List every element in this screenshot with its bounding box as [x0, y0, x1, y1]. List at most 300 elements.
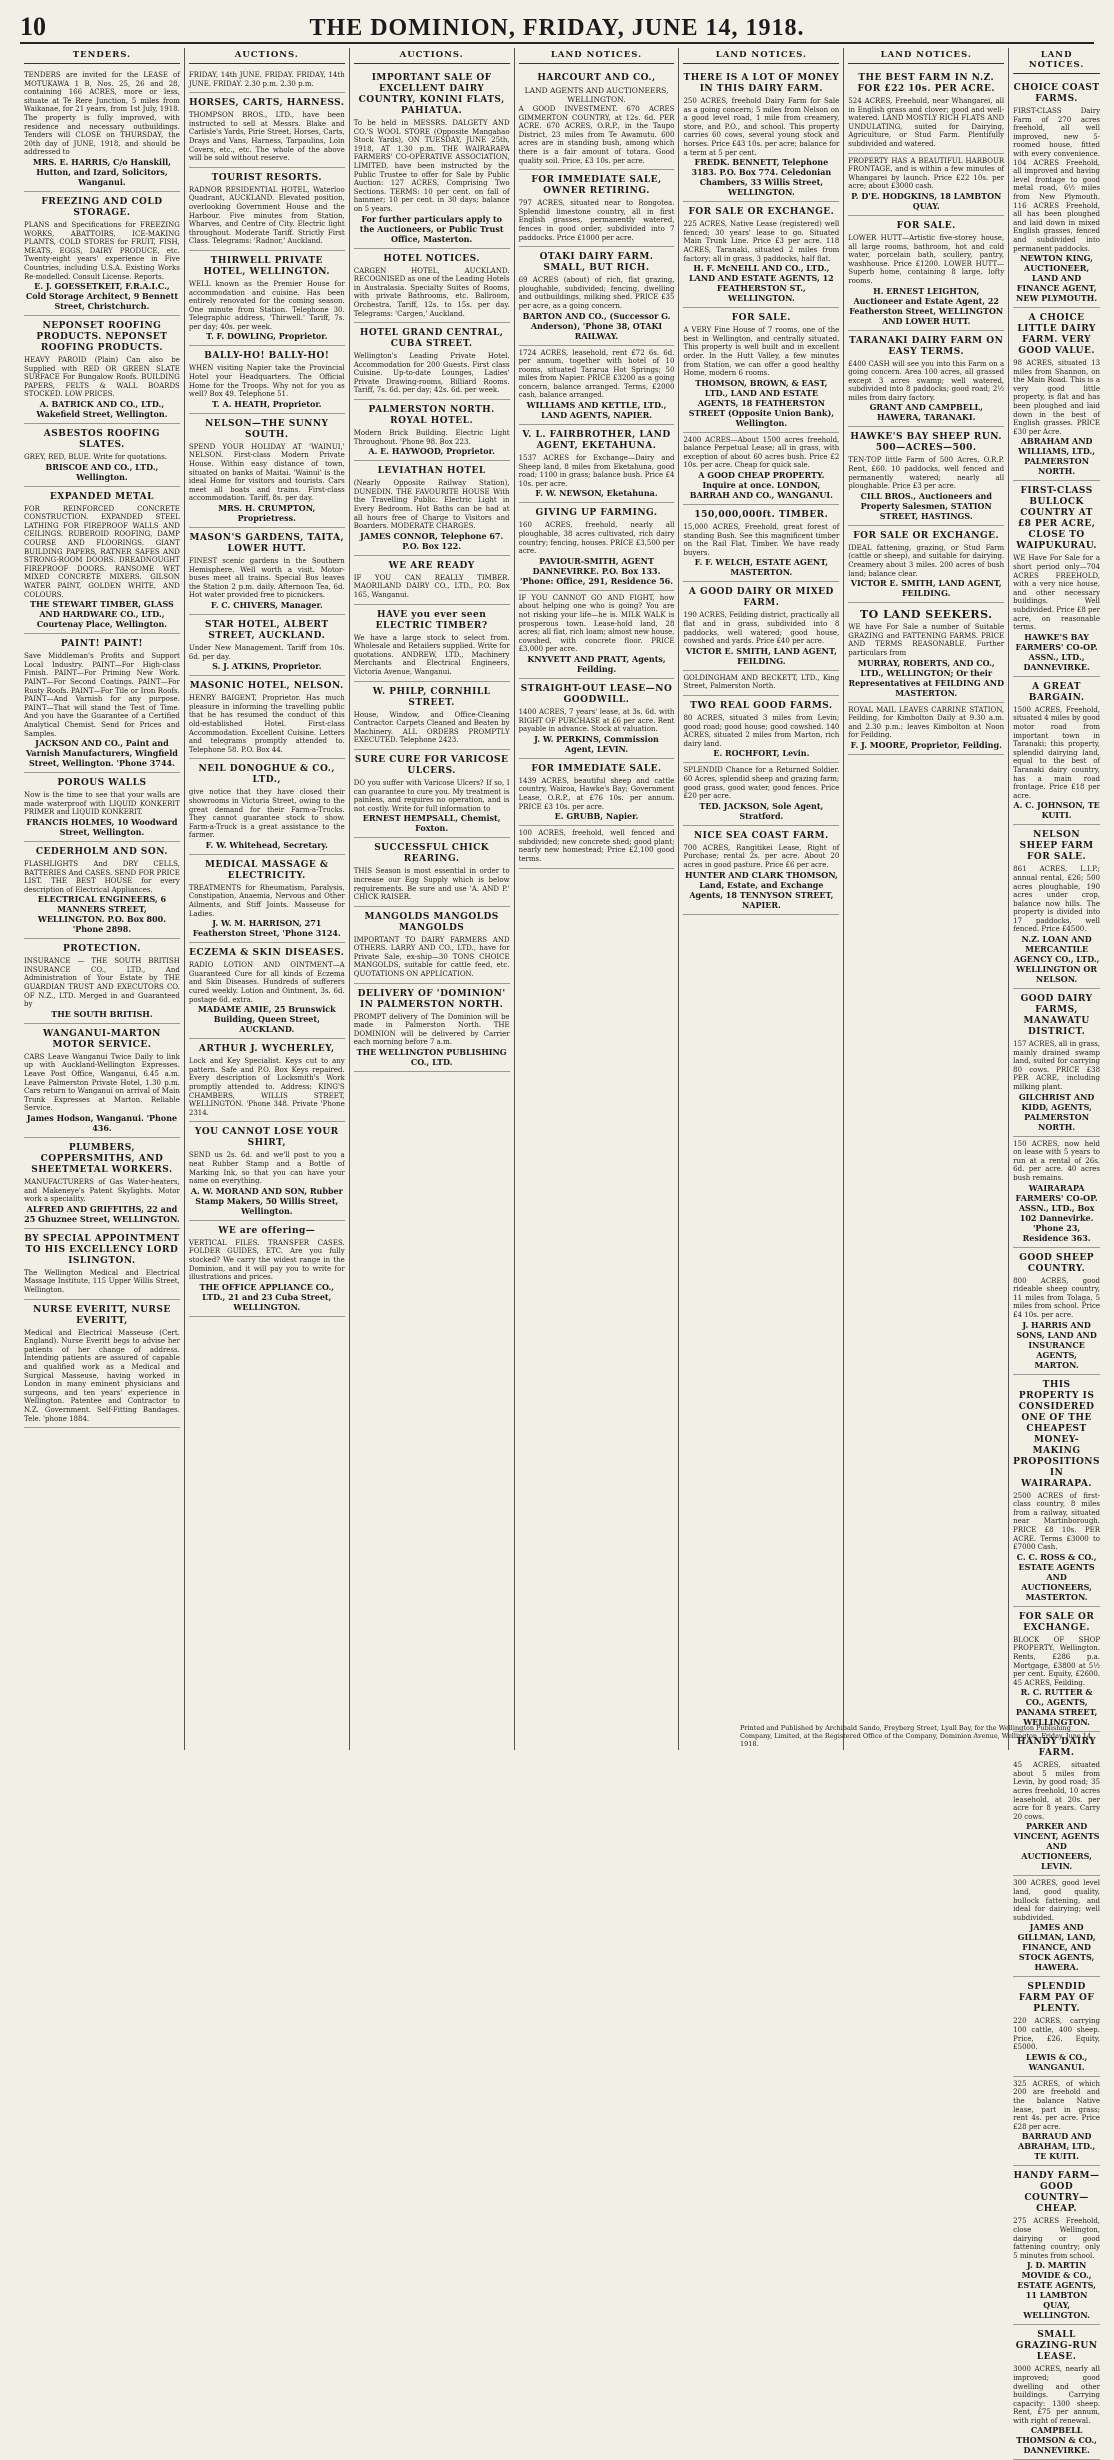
- ad-heading: HAWKE'S BAY SHEEP RUN. 500—ACRES—500.: [850, 432, 1003, 454]
- advertisement: [1013, 78, 1100, 308]
- advertisement: [189, 528, 345, 615]
- ad-body: 861 ACRES, L.I.P.; annual rental, £26; 500 acres ploughable, 190 acres under crop, balance now hills. The property is divided into 17 paddocks, well fenced. Price £4500.: [1013, 865, 1101, 934]
- ad-signature: F. W. Whitehead, Secretary.: [205, 839, 328, 850]
- ad-body: INSURANCE — THE SOUTH BRITISH INSURANCE CO., LTD., And Administration of Your Estate by THE GUARDIAN TRUST AND EXECUTORS CO. OF N.Z., LTD. Merged in and Guaranteed by: [24, 957, 180, 1009]
- ad-heading: ECZEMA & SKIN DISEASES.: [189, 948, 345, 959]
- ad-body: PLANS and Specifications for FREEZING WORKS, ABATTOIRS, ICE-MAKING PLANTS, COLD STORES for FRUIT, FISH, MEATS, EGGS, DAIRY PRODUCE, etc. Twenty-eight years' experience in Five Countries, including U.S.A. Existing Works Re-modelled. Consult License. Reports.: [24, 220, 180, 281]
- ad-body: THOMPSON BROS., LTD., have been instructed to sell at Messrs. Blake and Carlisle's Yards, Pirie Street, Horses, Carts, Drays and Vans, Harness, Tarpaulins, Loin Covers, etc., etc. The whole of the above will be sold without reserve.: [188, 111, 345, 163]
- column-6: [844, 48, 1009, 1750]
- page-number: 10: [20, 12, 46, 41]
- ad-signature: KNYVETT AND PRATT, Agents, Feilding.: [527, 653, 666, 674]
- advertisement: [1013, 1607, 1100, 1733]
- advertisement: [189, 168, 345, 251]
- ad-heading: STRAIGHT-OUT LEASE—NO GOODWILL.: [520, 683, 673, 705]
- ad-heading: HAVE you ever seen ELECTRIC TIMBER?: [375, 609, 488, 631]
- ad-body: WE have For Sale a number of Suitable GRAZING and FATTENING FARMS. PRICE AND TERMS REASONABLE. Further particulars from: [848, 623, 1005, 657]
- advertisement: [1013, 481, 1100, 676]
- ad-body: IMPORTANT TO DAIRY FARMERS AND OTHERS. LARRY AND CO., LTD., have for Private Sale, ex-ship—30 TONS CHOICE MANGOLDS, suitable for cattle feed, etc. QUOTATIONS ON APPLICATION.: [353, 935, 510, 979]
- advertisement: [519, 425, 675, 503]
- ad-heading: PLUMBERS, COPPERSMITHS, AND SHEETMETAL WORKERS.: [31, 1143, 173, 1175]
- ad-heading: GIVING UP FARMING.: [535, 508, 658, 519]
- advertisement: [1013, 2077, 1100, 2167]
- ad-heading: GOOD SHEEP COUNTRY.: [1019, 1252, 1094, 1274]
- ad-signature: N.Z. LOAN AND MERCANTILE AGENCY CO., LTD., WELLINGTON OR NELSON.: [1013, 934, 1100, 985]
- ad-signature: CILL BROS., Auctioneers and Property Salesmen, STATION STREET, HASTINGS.: [860, 490, 992, 521]
- ad-heading: NICE SEA COAST FARM.: [693, 830, 829, 841]
- ad-body: 190 ACRES, Feilding district, practically all flat and in grass, subdivided into 8 paddocks, well watered; good house, cowshed and yards. Price £40 per acre.: [683, 611, 840, 646]
- ad-subheading: LAND AGENTS AND AUCTIONEERS, WELLINGTON.: [524, 86, 669, 104]
- ad-heading: OTAKI DAIRY FARM. SMALL, BUT RICH.: [539, 252, 654, 274]
- ad-signature: R. C. RUTTER & CO., AGENTS, PANAMA STREET, WELLINGTON.: [1015, 1687, 1098, 1728]
- advertisement: [24, 192, 180, 316]
- ad-signature: LEWIS & CO., WANGANUI.: [1025, 2051, 1088, 2072]
- advertisement: [848, 526, 1004, 603]
- advertisement: [189, 68, 345, 93]
- ad-body: HEAVY PAROID (Plain) Can also be Supplied with RED OR GREEN SLATE SURFACE For Bungalow Roofs. BUILDING PAPERS, FELTS & WALL BOARDS STOCKED. LOW PRICES.: [24, 356, 180, 399]
- advertisement: [683, 763, 839, 825]
- advertisement: [519, 503, 675, 590]
- ad-heading: WE ARE READY: [388, 560, 475, 571]
- ad-body: 2500 ACRES of first-class country, 8 miles from a railway, situated near Martinborough. PRICE £8 10s. PER ACRE. Terms £3000 to £7000 Cash.: [1013, 1491, 1101, 1552]
- advertisement: [189, 414, 345, 528]
- ad-signature: T. F. DOWLING, Proprietor.: [206, 331, 328, 342]
- ad-signature: GILCHRIST AND KIDD, AGENTS, PALMERSTON NORTH.: [1018, 1091, 1095, 1132]
- ad-signature: MRS. H. CRUMPTON, Proprietress.: [218, 503, 316, 523]
- ad-body: GREY, RED, BLUE. Write for quotations.: [24, 453, 168, 462]
- ad-body: 1500 ACRES, Freehold, situated 4 miles by good motor road from important town in Taranaki; this property, splendid dairying land, equal to the best of Taranaki dairy country, has a main road frontage. Price £18 per acre.: [1013, 705, 1101, 800]
- advertisement: [24, 1229, 180, 1300]
- ad-signature: E. ROCHFORT, Levin.: [713, 748, 810, 759]
- ad-heading: BALLY-HO! BALLY-HO!: [204, 351, 330, 362]
- ad-body: TENDERS are invited for the LEASE of MOTUKAWA 1 B, Nos. 25, 26 and 28, containing 166 ACRES, more or less, situate at Te Rere Junction, 5 miles from Waikanae, for 21 years, from 1st July, 1918. The property is fully improved, with residence and necessary outbuildings. Tenders will CLOSE on THURSDAY, the 20th day of JUNE, 1918, and should be addressed to: [24, 71, 180, 157]
- column-header: LAND NOTICES.: [683, 48, 839, 64]
- ad-heading: CHOICE COAST FARMS.: [1013, 83, 1100, 104]
- advertisement: [848, 216, 1004, 331]
- ad-signature: VICTOR E. SMITH, LAND AGENT, FEILDING.: [685, 645, 837, 666]
- advertisement: [683, 433, 839, 505]
- ad-body: Save Middleman's Profits and Support Local Industry. PAINT—For High-class Finish. PAINT—For Priming New Work. PAINT—For Second Coatings. PAINT—For Rusty Roofs. PAINT—For Tile or Iron Roofs. PAINT—And Varnish for any purpose. PAINT—That will stand the Test of Time. And you have the Guarantee of a Certified Analytical Chemist. Send for Prices and Samples.: [24, 652, 180, 738]
- advertisement: [24, 316, 180, 424]
- ad-body: DO you suffer with Varicose Ulcers? If so, I can guarantee to cure you. My treatment is painless, and requires no operation, and is not costly. Write for full information to: [353, 778, 510, 813]
- ad-signature: A GOOD CHEAP PROPERTY. Inquire at once. LONDON, BARRAH AND CO., WANGANUI.: [689, 470, 833, 501]
- ad-heading: THIS PROPERTY IS CONSIDERED ONE OF THE CHEAPEST MONEY-MAKING PROPOSITIONS IN WAIRARAPA.: [1013, 1379, 1101, 1489]
- ad-heading: CEDERHOLM AND SON.: [35, 846, 169, 857]
- ad-signature: S. J. ATKINS, Proprietor.: [212, 661, 322, 672]
- ad-heading: SURE CURE FOR VARICOSE ULCERS.: [354, 754, 509, 776]
- ad-signature: JAMES CONNOR, Telephone 67. P.O. Box 122.: [360, 530, 504, 551]
- ad-body: VERTICAL FILES. TRANSFER CASES. FOLDER GUIDES, ETC. Are you fully stocked? We carry the widest range in the Dominion, and it will pay you to write for illustrations and prices.: [188, 1238, 345, 1282]
- advertisement: [683, 308, 839, 433]
- ad-body: 220 ACRES, carrying 100 cattle, 400 sheep. Price, £26. Equity, £5000.: [1013, 2017, 1101, 2052]
- advertisement: [354, 400, 510, 461]
- advertisement: [683, 582, 839, 670]
- advertisement: [848, 703, 1004, 755]
- ad-body: 1724 ACRES, leasehold, rent £72 6s. 6d. per annum, together with hotel of 10 rooms, situated Tararua Hot Springs; 50 miles from Napier. PRICE £3200 as a going concern, balance arranged. Terms, £2000 cash, balance arranged.: [518, 348, 675, 400]
- ad-heading: SUCCESSFUL CHICK REARING.: [374, 843, 490, 865]
- ad-heading: A GREAT BARGAIN.: [1028, 681, 1085, 703]
- advertisement: [848, 427, 1004, 525]
- ad-heading: FIRST-CLASS BULLOCK COUNTRY AT £8 PER ACRE, CLOSE TO WAIPUKURAU.: [1016, 486, 1097, 552]
- ad-body: 325 ACRES, of which 200 are freehold and the balance Native lease, part in grass; rent 4s. per acre. Price £28 per acre.: [1013, 2079, 1101, 2131]
- ad-heading: SMALL GRAZING-RUN LEASE.: [1015, 2330, 1098, 2363]
- ad-heading: POROUS WALLS: [57, 778, 147, 789]
- imprint-footer: Printed and Published by Archibald Sando, Freyberg Street, Lyall Bay, for the Wellington Publishing Company, Limited, at the Registered Office of the Company, Dominion Avenue, Wellington, Friday, June 14, 1918.: [740, 1724, 1094, 1748]
- ad-signature: F. J. MOORE, Proprietor, Feilding.: [850, 739, 1002, 750]
- ad-body: FINEST scenic gardens in the Southern Hemisphere. Well worth a visit. Motor-buses meet all trains. Special Bus leaves the Station 2 p.m. daily. Afternoon Tea, 6d. Hot water provided free to picnickers.: [188, 557, 345, 600]
- ad-body: Wellington's Leading Private Hotel. Accommodation for 200 Guests. First class Cuisine. Up-to-date Lounges, Ladies' Private Drawing-rooms, Billiard Rooms. Tariff, 7s. 6d. per day; 42s. 6d. per week.: [353, 352, 510, 395]
- advertisement: [354, 984, 510, 1072]
- ad-signature: James Hodson, Wanganui. 'Phone 436.: [26, 1113, 178, 1133]
- advertisement: [24, 842, 180, 939]
- ad-body: 150 ACRES, now held on lease with 5 years to run at a rental of 26s. 6d. per acre. 40 acres bush remains.: [1013, 1139, 1101, 1182]
- ad-signature: VICTOR E. SMITH, LAND AGENT, FEILDING.: [850, 578, 1002, 599]
- advertisement: [1013, 1876, 1100, 1977]
- ad-signature: For further particulars apply to the Auctioneers, or Public Trust Office, Masterton.: [359, 213, 504, 244]
- ad-body: TREATMENTS for Rheumatism, Paralysis, Constipation, Anaemia, Nervous and Other Ailments, and Stiff Joints. Masseuse for Ladies.: [188, 883, 345, 918]
- ad-signature: NEWTON KING, AUCTIONEER, LAND AND FINANCE AGENT, NEW PLYMOUTH.: [1016, 253, 1098, 304]
- advertisement: [1013, 1977, 1100, 2076]
- ad-signature: TED. JACKSON, Sole Agent, Stratford.: [699, 800, 824, 821]
- column-2: [185, 48, 350, 1750]
- ad-signature: ALFRED AND GRIFFITHS, 22 and 25 Ghuznee Street, WELLINGTON.: [24, 1203, 180, 1224]
- ad-body: House, Window, and Office-Cleaning Contractor. Carpets Cleaned and Beaten by Machinery. ALL ORDERS PROMPTLY EXECUTED. Telephone 2423.: [353, 710, 510, 745]
- ad-heading: ARTHUR J. WYCHERLEY,: [198, 1044, 335, 1055]
- ad-body: The Wellington Medical and Electrical Massage Institute, 115 Upper Willis Street, Wellington.: [24, 1268, 180, 1294]
- advertisement: [1013, 989, 1100, 1137]
- ad-heading: THERE IS A LOT OF MONEY IN THIS DAIRY FARM.: [683, 73, 840, 94]
- ad-heading: HOTEL GRAND CENTRAL, CUBA STREET.: [359, 328, 504, 350]
- ad-body: CARS Leave Wanganui Twice Daily to link up with Auckland-Wellington Expresses. Leave Post Office, Wanganui, 6.45 a.m. Leave Palmerston Private Hotel, 1.30 p.m. Cars return to Wanganui on arrival of Main Trunk Expresses at Marton. Reliable Service.: [24, 1052, 180, 1113]
- ad-body: 80 ACRES, situated 3 miles from Levin; good road; good house; good cowshed. 140 ACRES, situated 2 miles from Marton, rich dairy land.: [683, 714, 840, 748]
- ad-body: WELL known as the Premier House for accommodation and cuisine. Has been entirely renovated for the coming season. One minute from Station. Telephone 30. Telegraphic address, 'Thirwell.' Tariff, 7s. per day; 40s. per week.: [188, 279, 345, 331]
- ad-heading: NEIL DONOGHUE & CO., LTD.,: [198, 764, 336, 786]
- column-3: [350, 48, 515, 1750]
- ad-signature: THE SOUTH BRITISH.: [51, 1008, 153, 1019]
- ad-heading: FOR SALE OR EXCHANGE.: [688, 207, 835, 218]
- advertisement: [189, 346, 345, 413]
- ad-signature: F. W. NEWSON, Eketahuna.: [535, 488, 658, 499]
- ad-heading: FOR IMMEDIATE SALE, OWNER RETIRING.: [531, 175, 662, 197]
- ad-signature: J. D. MARTIN MOVIDE & CO., ESTATE AGENTS, 11 LAMBTON QUAY, WELLINGTON.: [1017, 2260, 1096, 2321]
- advertisement: [519, 759, 675, 826]
- ad-heading: MEDICAL MASSAGE & ELECTRICITY.: [205, 859, 329, 881]
- advertisement: [354, 682, 510, 750]
- ad-body: FIRST-CLASS Dairy Farm of 270 acres freehold, all well improved, new 5-roomed house, fitted with every convenience. 104 ACRES Freehold, all improved and having level frontage to good metal road, 6½ miles from New Plymouth. 116 ACRES Freehold, all has been ploughed and laid down in mixed English grasses, fenced and subdivided into permanent paddocks.: [1013, 107, 1101, 253]
- ad-body: FRIDAY, 14th JUNE. FRIDAY. FRIDAY, 14th JUNE. FRIDAY. 2.30 p.m. 2.30 p.m.: [188, 71, 345, 88]
- ad-body: To be held in MESSRS. DALGETY AND CO.'S WOOL STORE (Opposite Mangahao Stock Yards), ON TUESDAY, JUNE 25th, 1918, AT 1.30 p.m. THE WAIRARAPA FARMERS' CO-OPERATIVE ASSOCIATION, LIMITED, have been instructed by the Public Trustee to offer for Sale by Public Auction: 127 ACRES, Comprising Two Sections. TERMS: 10 per cent. on fall of hammer; 10 per cent. in 30 days; balance on 5 years.: [353, 119, 510, 213]
- ad-signature: FRANCIS HOLMES, 10 Woodward Street, Wellington.: [26, 816, 178, 837]
- advertisement: [354, 249, 510, 324]
- ad-signature: WAIRARAPA FARMERS' CO-OP. ASSN., LTD., Box 102 Dannevirke. 'Phone 23, Residence 363.: [1015, 1182, 1098, 1243]
- ad-body: A GOOD INVESTMENT. 670 ACRES GIMMERTON COUNTRY, at 12s. 6d. PER ACRE. 670 ACRES, O.R.P., in the Taupo District, 23 miles from Te Awamutu. 600 acres are in standing bush, among which there is a fair amount of totara. Good quality soil. Price, £3 10s. per acre.: [518, 105, 675, 165]
- advertisement: [683, 505, 839, 582]
- ad-heading: WANGANUI-MARTON MOTOR SERVICE.: [42, 1028, 161, 1050]
- advertisement: [24, 487, 180, 635]
- ad-body: 1439 ACRES, beautiful sheep and cattle country, Wairoa, Hawke's Bay; Government Lease, O.R.P., at £76 10s. per annum. PRICE £3 10s. per acre.: [518, 776, 675, 811]
- column-header: LAND NOTICES.: [848, 48, 1004, 64]
- column-header: LAND NOTICES.: [519, 48, 675, 64]
- ad-signature: THE WELLINGTON PUBLISHING CO., LTD.: [356, 1047, 507, 1068]
- advertisement: [189, 251, 345, 347]
- ad-signature: A. BATRICK AND CO., LTD., Wakefield Street, Wellington.: [36, 399, 168, 420]
- ad-body: SPLENDID Chance for a Returned Soldier. 60 Acres, splendid sheep and grazing farm; good grass, good water, good fences. Price £20 per acre.: [683, 766, 840, 801]
- ad-signature: J. W. M. HARRISON, 271 Featherston Street, 'Phone 3124.: [192, 918, 341, 939]
- ad-signature: T. A. HEATH, Proprietor.: [212, 398, 322, 409]
- advertisement: [1013, 2325, 1100, 2460]
- ad-heading: FOR SALE OR EXCHANGE.: [853, 530, 1000, 541]
- ad-body: TEN-TOP little Farm of 500 Acres, O.R.P. Rent, £60. 10 paddocks, well fenced and permanently watered; nearly all ploughable. Price £3 per acre.: [848, 456, 1005, 491]
- ad-body: 250 ACRES, freehold Dairy Farm for Sale as a going concern; 5 miles from Nelson on a good level road, 1 mile from creamery, store, and P.O., and school. This property carries 60 cows, several young stock and horses. Price £43 10s. per acre; balance for a term at 5 per cent.: [683, 97, 840, 157]
- ad-heading: HORSES, CARTS, HARNESS.: [189, 98, 345, 109]
- column-header: AUCTIONS.: [354, 48, 510, 64]
- ad-body: WHEN visiting Napier take the Provincial Hotel your Headquarters. The Official Home for the Troops. Why not for you as well? Box 49. Telephone 51.: [188, 364, 345, 399]
- ad-heading: TWO REAL GOOD FARMS.: [690, 701, 833, 711]
- ad-body: Under New Management. Tariff from 10s. 6d. per day.: [188, 643, 345, 661]
- ad-heading: W. PHILP, CORNHILL STREET.: [372, 686, 491, 708]
- ad-body: 800 ACRES, good rideable sheep country, 11 miles from Tolaga, 5 miles from school. Price £4 10s. per acre.: [1013, 1276, 1101, 1319]
- advertisement: [354, 907, 510, 984]
- advertisement: [1013, 308, 1100, 481]
- column-header: LAND NOTICES.: [1013, 48, 1100, 74]
- column-container: [20, 48, 1104, 2456]
- advertisement: [189, 93, 345, 168]
- ad-body: 2400 ACRES—About 1500 acres freehold, balance Perpetual Lease; all in grass, with exception of about 60 acres bush. Price £2 10s. per acre. Cheap for quick sale.: [683, 435, 840, 470]
- ad-body: RADIO LOTION AND OINTMENT—A Guaranteed Cure for all kinds of Eczema and Skin Diseases. Hundreds of sufferers cured weekly. Lotion and Ointment, 3s. 6d. postage 6d. extra.: [188, 961, 345, 1004]
- ad-body: IF YOU CANNOT GO AND FIGHT, how about helping one who is going? You are not risking your life—he is. MILK WALK is prosperous town. Lease-hold land, 28 acres; all flat, rich loam; almost new house, cowshed, with concrete floor. PRICE £3,000 per acre.: [518, 593, 675, 654]
- ad-signature: MRS. E. HARRIS, C/o Hanskill, Hutton, and Izard, Solicitors, Wanganui.: [32, 156, 171, 187]
- ad-heading: TARANAKI DAIRY FARM ON EASY TERMS.: [849, 335, 1004, 357]
- ad-signature: PAVIOUR-SMITH, AGENT DANNEVIRKE. P.O. Box 133. 'Phone: Office, 291, Residence 56.: [519, 555, 674, 586]
- ad-body: MANUFACTURERS of Gas Water-heaters, and Makeneye's Patent Skylights. Motor work a speciality.: [24, 1178, 180, 1204]
- advertisement: [24, 939, 180, 1024]
- ad-heading: NELSON SHEEP FARM FOR SALE.: [1019, 830, 1094, 863]
- advertisement: [354, 461, 510, 556]
- advertisement: [354, 556, 510, 605]
- ad-body: A VERY Fine House of 7 rooms, one of the best in Wellington, and centrally situated. This property is well built and in excellent order. In the Hutt Valley, a few minutes from Station, we can offer a good healthy Home, modern 6 rooms.: [683, 326, 840, 378]
- ad-heading: THIRWELL PRIVATE HOTEL, WELLINGTON.: [203, 255, 331, 277]
- column-1: [20, 48, 185, 1750]
- ad-heading: HOTEL NOTICES.: [383, 253, 480, 264]
- column-4: [515, 48, 680, 1750]
- ad-heading: STAR HOTEL, ALBERT STREET, AUCKLAND.: [204, 619, 329, 641]
- ad-heading: EXPANDED METAL: [49, 491, 154, 502]
- ad-body: 100 ACRES, freehold, well fenced and subdivided; new concrete shed; good plant; nearly new homestead; Price £2,100 good terms.: [518, 829, 675, 863]
- advertisement: [189, 1039, 345, 1122]
- ad-heading: MASON'S GARDENS, TAITA, LOWER HUTT.: [189, 533, 345, 554]
- ad-body: Medical and Electrical Masseuse (Cert. England). Nurse Everitt begs to advise her patients of her change of address. Intending patients are assured of capable and qualified work as a Medical and Surgical Masseuse, having worked in London in many eminent physicians and surgeons, and ten years' experience in Wellington. Patentee and Contractor to N.Z. Government. Self-Fitting Bandages. Tele. 'phone 1884.: [24, 1328, 180, 1423]
- ad-heading: V. L. FAIRBROTHER, LAND AGENT, EKETAHUNA.: [522, 430, 671, 452]
- ad-signature: F. F. WELCH, ESTATE AGENT, MASTERTON.: [694, 557, 829, 578]
- ad-heading: FREEZING AND COLD STORAGE.: [41, 196, 163, 218]
- ad-body: WE Have For Sale for a short period only—704 ACRES FREEHOLD, with a very nice house, and other necessary buildings. Well subdivided. Price £8 per acre, on reasonable terms.: [1013, 554, 1101, 632]
- ad-body: 15,000 ACRES, Freehold, great forest of standing Bush. See this magnificent timber on the Rail Flat, Timber. We have ready buyers.: [683, 523, 840, 557]
- ad-heading: 150,000,000ft. TIMBER.: [694, 510, 829, 521]
- advertisement: [354, 605, 510, 682]
- ad-signature: CAMPBELL THOMSON & CO., DANNEVIRKE.: [1016, 2425, 1097, 2456]
- ad-signature: ABRAHAM AND WILLIAMS, LTD., PALMERSTON NORTH.: [1018, 436, 1096, 477]
- advertisement: [519, 591, 675, 679]
- ad-body: 45 ACRES, situated about 5 miles from Levin, by good road; 35 acres freehold, 10 acres leasehold, at 20s. per acre for 8 years. Carry 20 cows.: [1013, 1761, 1101, 1821]
- ad-signature: P. D'E. HODGKINS, 18 LAMBTON QUAY.: [851, 190, 1002, 211]
- ad-body: ROYAL MAIL LEAVES CARRINE STATION, Feilding, for Kimbolton Daily at 9.30 a.m. and 2.30 p.m.; leaves Kimbolton at Noon for Feilding.: [848, 705, 1005, 740]
- ad-signature: J. HARRIS AND SONS, LAND AND INSURANCE AGENTS, MARTON.: [1016, 1319, 1097, 1370]
- ad-body: CARGEN HOTEL, AUCKLAND. RECOGNISED as one of the Leading Hotels in Australasia. Specialty Suites of Rooms, with private Bathrooms, etc. Ballroom, Orchestra. Tariff, 12s. to 15s. per day. Telegrams: 'Cargen,' Auckland.: [353, 266, 510, 318]
- ad-heading: DELIVERY OF 'DOMINION' IN PALMERSTON NORTH.: [357, 988, 506, 1010]
- ad-heading: MASONIC HOTEL, NELSON.: [189, 681, 344, 692]
- advertisement: [189, 943, 345, 1039]
- advertisement: [24, 634, 180, 773]
- ad-signature: MURRAY, ROBERTS, AND CO., LTD., WELLINGTON; Or their Representatives at FEILDING AND MASTERTON.: [848, 657, 1004, 698]
- ad-heading: LEVIATHAN HOTEL: [377, 466, 486, 477]
- ad-signature: BRISCOE AND CO., LTD., Wellington.: [45, 461, 159, 482]
- advertisement: [189, 759, 345, 855]
- ad-heading: FOR SALE.: [896, 220, 956, 231]
- ad-heading: ASBESTOS ROOFING SLATES.: [43, 429, 161, 451]
- advertisement: [683, 671, 839, 696]
- ad-body: Now is the time to see that your walls are made waterproof with LIQUID KONKERIT PRIMER and LIQUID KONKERIT.: [24, 791, 180, 817]
- ad-signature: WILLIAMS AND KETTLE, LTD., LAND AGENTS, NAPIER.: [526, 400, 667, 421]
- ad-body: 524 ACRES, Freehold, near Whangarei, all in English grass and clover; good and well-watered. LAND MOSTLY RICH FLATS AND UNDULATING, suited for Dairying, Agriculture, or Stud Farm. Plentifully subdivided and watered.: [848, 97, 1005, 148]
- ad-heading: PALMERSTON NORTH. ROYAL HOTEL.: [368, 405, 495, 427]
- ad-heading: BY SPECIAL APPOINTMENT TO HIS EXCELLENCY LORD ISLINGTON.: [24, 1233, 180, 1266]
- ad-heading: TOURIST RESORTS.: [211, 172, 322, 183]
- ad-body: IDEAL fattening, grazing, or Stud Farm (cattle or sheep), and suitable for dairying. Creamery about 3 miles. 200 acres of bush land; balance clear.: [848, 543, 1005, 578]
- ad-signature: E. J. GOESSETKEIT, F.R.A.I.C., Cold Storage Architect, 9 Bennett Street, Christchurch.: [25, 281, 179, 312]
- advertisement: [519, 346, 675, 426]
- column-7: [1009, 48, 1104, 2456]
- advertisement: [354, 68, 510, 249]
- ad-body: RADNOR RESIDENTIAL HOTEL, Waterloo Quadrant, AUCKLAND. Elevated position, overlooking Government House and the Harbour. Five minutes from Station, Wharves, and Centre of City. Electric light throughout. Moderate Tariff. Strictly First Class. Telegrams: 'Radnor,' Auckland.: [188, 185, 345, 246]
- advertisement: [848, 68, 1004, 154]
- ad-heading: YOU CANNOT LOSE YOUR SHIRT,: [194, 1127, 339, 1149]
- advertisement: [848, 331, 1004, 428]
- ad-body: 225 ACRES, Native Lease (registered) well fenced; 30 years' lease to go. Situated Main Trunk Line. Price £3 per acre. 118 ACRES, Taranaki, situated 2 miles from factory; all in grass, 3 paddocks, half flat.: [683, 220, 840, 263]
- ad-heading: A GOOD DAIRY OR MIXED FARM.: [688, 587, 834, 609]
- ad-body: Modern Brick Building. Electric Light Throughout. 'Phone 98. Box 223.: [353, 429, 510, 446]
- advertisement: [1013, 677, 1100, 826]
- advertisement: [519, 826, 675, 868]
- ad-signature: MADAME AMIE, 25 Brunswick Building, Queen Street, AUCKLAND.: [197, 1004, 336, 1035]
- advertisement: [24, 424, 180, 487]
- advertisement: [683, 202, 839, 308]
- ad-body: 69 ACRES (about) of rich, flat grazing, ploughable, subdivided; fencing, dwelling and outbuildings, milking shed. PRICE £35 per acre, as a going concern.: [518, 276, 675, 310]
- advertisement: [1013, 1732, 1100, 1876]
- ad-signature: PARKER AND VINCENT, AGENTS AND AUCTIONEERS, LEVIN.: [1013, 1821, 1100, 1872]
- ad-signature: C. C. ROSS & CO., ESTATE AGENTS AND AUCTIONEERS, MASTERTON.: [1016, 1551, 1097, 1602]
- ad-body: 275 ACRES Freehold, close Wellington, dairying or good fattening country; only 5 minutes from school.: [1013, 2217, 1101, 2260]
- ad-signature: A. E. HAYWOOD, Proprietor.: [368, 446, 495, 457]
- ad-body: FOR REINFORCED CONCRETE CONSTRUCTION. EXPANDED STEEL LATHING FOR FIREPROOF WALLS AND CEILINGS. RUBEROID ROOFING, DAMP COURSE AND FLOORINGS. GIANT BUILDING PAPERS, RATNER SAFES AND STRONG-ROOM DOORS. DREADNOUGHT FIREPROOF DOORS. RANSOME WET MIXED CONCRETE MIXERS. GILSON WATER PAINT, GOLDEN WHITE, AND COLOURS.: [24, 504, 180, 599]
- ad-heading: FOR SALE OR EXCHANGE.: [1018, 1611, 1095, 1633]
- ad-body: 700 ACRES, Rangitikei Lease, Right of Purchase; rental 2s. per acre. About 20 acres in good pasture. Price £6 per acre.: [683, 843, 840, 869]
- ad-body: FLASHLIGHTS And DRY CELLS, BATTERIES And CASES. SEND FOR PRICE LIST. THE BEST HOUSE for every description of Electrical Appliances.: [24, 859, 180, 894]
- column-header: AUCTIONS.: [189, 48, 345, 64]
- ad-heading: HARCOURT AND CO.,: [537, 73, 656, 83]
- advertisement: [1013, 825, 1100, 989]
- advertisement: [1013, 1248, 1100, 1375]
- ad-heading: HANDY DAIRY FARM.: [1016, 1737, 1097, 1759]
- ad-signature: J. W. PERKINS, Commission Agent, LEVIN.: [534, 733, 659, 754]
- ad-signature: THOMSON, BROWN, & EAST, LTD., LAND AND ESTATE AGENTS, 18 FEATHERSTON STREET (Opposite Union Bank), Wellington.: [688, 377, 835, 428]
- ad-signature: JAMES AND GILLMAN, LAND, FINANCE, AND STOCK AGENTS, HAWERA.: [1017, 1922, 1096, 1973]
- advertisement: [1013, 2166, 1100, 2325]
- ad-signature: H. F. McNEILL AND CO., LTD., LAND AND ESTATE AGENTS, 12 FEATHERSTON ST., WELLINGTON.: [689, 263, 834, 304]
- ad-heading: HANDY FARM—GOOD COUNTRY—CHEAP.: [1013, 2171, 1100, 2215]
- advertisement: [519, 679, 675, 759]
- ad-heading: GOOD DAIRY FARMS, MANAWATU DISTRICT.: [1020, 994, 1093, 1038]
- advertisement: [519, 68, 675, 170]
- ad-signature: BARRAUD AND ABRAHAM, LTD., TE KUITI.: [1018, 2131, 1096, 2162]
- advertisement: [1013, 1137, 1100, 1248]
- newspaper-title: THE DOMINION, FRIDAY, JUNE 14, 1918.: [309, 15, 805, 41]
- ad-body: 160 ACRES, freehold, nearly all ploughable, 38 acres cultivated, rich dairy country; fencing, houses. PRICE £3,500 per acre.: [518, 521, 675, 556]
- ad-heading: A CHOICE LITTLE DAIRY FARM. VERY GOOD VALUE.: [1017, 313, 1096, 357]
- advertisement: [24, 1138, 180, 1229]
- advertisement: [683, 826, 839, 915]
- advertisement: [24, 1300, 180, 1429]
- advertisement: [1013, 1375, 1100, 1607]
- ad-body: IF YOU CAN REALLY TIMBER. MAORILAND DAIRY CO., LTD., P.O. Box 165, Wanganui.: [353, 573, 510, 599]
- ad-signature: ELECTRICAL ENGINEERS, 6 MANNERS STREET, WELLINGTON. P.O. Box 800. 'Phone 2898.: [37, 894, 167, 935]
- advertisement: [189, 676, 345, 759]
- ad-heading: PAINT! PAINT!: [60, 639, 143, 650]
- ad-heading: NELSON—THE SUNNY SOUTH.: [205, 418, 329, 440]
- ad-heading: NEPONSET ROOFING PRODUCTS. NEPONSET ROOFING PRODUCTS.: [36, 321, 168, 354]
- ad-body: HENRY BAIGENT, Proprietor. Has much pleasure in informing the travelling public that he has resumed the conduct of this old-established Hotel. First-class Accommodation. Excellent Cuisine. Letters and telegrams promptly attended to. Telephone 58. P.O. Box 44.: [188, 694, 345, 754]
- advertisement: [848, 603, 1004, 702]
- ad-signature: THE STEWART TIMBER, GLASS AND HARDWARE CO., LTD., Courtenay Place, Wellington.: [30, 599, 174, 630]
- advertisement: [848, 154, 1004, 216]
- ad-body: 3000 ACRES, nearly all improved; good dwelling and other buildings. Carrying capacity: 1300 sheep. Rent, £75 per annum, with right of renewal.: [1013, 2365, 1101, 2425]
- ad-body: GOLDINGHAM AND BECKETT, LTD., King Street, Palmerston North.: [683, 673, 840, 691]
- ad-body: give notice that they have closed their showrooms in Victoria Street, owing to the great demand for their Farm-a-Trucks. They cannot guarantee stock to show. Farm-a-Truck is a great assistance to the farmer.: [188, 788, 345, 840]
- ad-body: LOWER HUTT—Artistic five-storey house, all large rooms, bathroom, hot and cold water, porcelain bath, scullery, pantry, washhouse. Price £1200. LOWER HUTT—Superb home, containing 8 large, lofty rooms.: [848, 233, 1005, 285]
- ad-signature: ERNEST HEMPSALL, Chemist, Foxton.: [362, 813, 501, 834]
- ad-body: 797 ACRES, situated near to Rongotea. Splendid limestone country, all in first English grasses, permanently watered, fences in good order, subdivided into 7 paddocks. Price £1000 per acre.: [518, 199, 675, 242]
- ad-signature: E. GRUBB, Napier.: [554, 811, 639, 822]
- ad-heading: PROTECTION.: [63, 944, 141, 955]
- ad-body: 1537 ACRES for Exchange—Dairy and Sheep land, 8 miles from Eketahuna, good road; 1100 in grass; balance bush. Price £4 10s. per acre.: [518, 454, 675, 488]
- ad-signature: BARTON AND CO., (Successor G. Anderson), 'Phone 38, OTAKI RAILWAY.: [522, 310, 671, 341]
- ad-signature: FREDK. BENNETT, Telephone 3183. P.O. Box 774. Celedonian Chambers, 33 Willis Street, WELLINGTON.: [691, 157, 832, 198]
- column-5: [679, 48, 844, 1750]
- ad-body: BLOCK OF SHOP PROPERTY, Wellington. Rents, £286 p.a. Mortgage, £3800 at 5½ per cent. Equity, £2600. 45 ACRES, Feilding.: [1013, 1635, 1101, 1687]
- advertisement: [189, 1221, 345, 1317]
- ad-heading: WE are offering—: [218, 1225, 316, 1236]
- ad-heading: THE BEST FARM IN N.Z. FOR £22 10s. PER ACRE.: [857, 73, 995, 94]
- ad-heading: NURSE EVERITT, NURSE EVERITT,: [33, 1304, 171, 1326]
- ad-signature: F. C. CHIVERS, Manager.: [210, 599, 323, 610]
- ad-body: SPEND YOUR HOLIDAY AT 'WAINUI,' NELSON. First-class Modern Private House. Within easy distance of town, situated on banks of Maitai. 'Wainui' is the ideal Home for visitors and tourists. Cars meet all boats and trains. First-class accommodation. Tariff, 8s. per day.: [188, 442, 345, 503]
- ad-heading: SPLENDID FARM PAY OF PLENTY.: [1018, 1982, 1095, 2015]
- ad-heading: FOR IMMEDIATE SALE.: [531, 763, 662, 774]
- advertisement: [189, 855, 345, 943]
- ad-signature: A. W. MORAND AND SON, Rubber Stamp Makers, 50 Willis Street, Wellington.: [190, 1185, 343, 1216]
- ad-signature: HAWKE'S BAY FARMERS' CO-OP. ASSN., LTD., DANNEVIRKE.: [1015, 631, 1098, 672]
- ad-body: We have a large stock to select from. Wholesale and Retailers supplied. Write for quotations. ANDREW, LTD., Machinery Merchants and Electrical Engineers, Victoria Avenue, Wanganui.: [353, 633, 510, 676]
- advertisement: [24, 773, 180, 842]
- ad-body: 157 ACRES, all in grass, mainly drained swamp land, suited for carrying 80 cows. PRICE £38 PER ACRE, including milking plant.: [1013, 1040, 1101, 1092]
- ad-body: (Nearly Opposite Railway Station), DUNEDIN. THE FAVOURITE HOUSE With the Travelling Public. Electric Light in Every Bedroom. Hot Baths can be had at all hours free of Charge to Visitors and Boarders. MODERATE CHARGES.: [353, 479, 510, 531]
- ad-body: PROPERTY HAS A BEAUTIFUL HARBOUR FRONTAGE, and is within a few minutes of Whangarei by launch. Price £22 10s. per acre; about £3000 cash.: [848, 156, 1005, 191]
- advertisement: [24, 68, 180, 192]
- ad-signature: JACKSON AND CO., Paint and Varnish Manufacturers, Wingfield Street, Wellington. 'Phone 3744.: [25, 738, 178, 769]
- ad-signature: HUNTER AND CLARK THOMSON, Land, Estate, and Exchange Agents, 18 TENNYSON STREET, NAPIER.: [684, 869, 838, 910]
- advertisement: [24, 1024, 180, 1138]
- ad-body: 300 ACRES, good level land, good quality, bullock fattening, and ideal for dairying; well subdivided.: [1013, 1879, 1101, 1922]
- advertisement: [683, 68, 839, 202]
- ad-signature: H. ERNEST LEIGHTON, Auctioneer and Estate Agent, 22 Featherston Street, WELLINGTON AND LOWER HUTT.: [849, 285, 1004, 326]
